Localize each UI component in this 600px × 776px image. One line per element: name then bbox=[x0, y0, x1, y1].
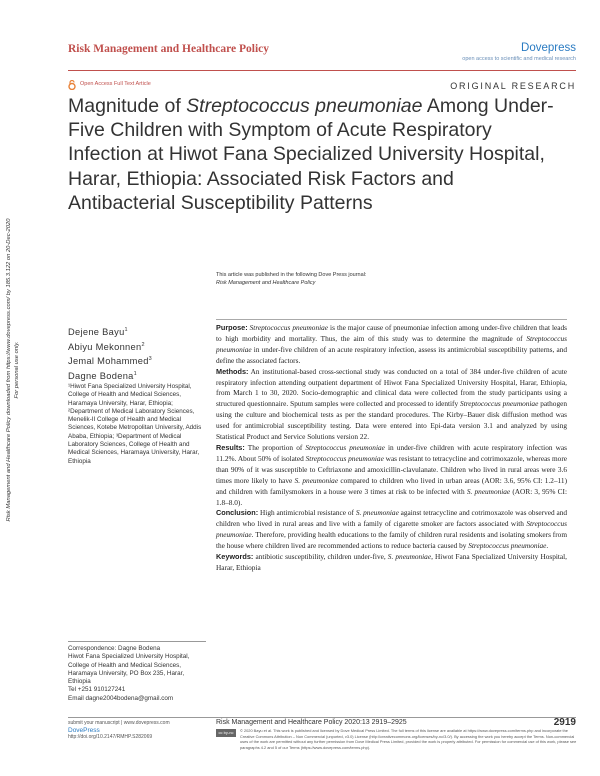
download-sidebar bbox=[2, 138, 24, 603]
author[interactable]: Abiyu Mekonnen$^2$ bbox=[68, 341, 145, 352]
doi-link[interactable]: http://doi.org/10.2147/RMHP.S282069 bbox=[68, 734, 153, 740]
author[interactable]: Dagne Bodena$^1$ bbox=[68, 370, 137, 381]
author[interactable]: Dejene Bayu$^1$ bbox=[68, 327, 128, 338]
abstract bbox=[216, 323, 567, 574]
abstract-results: Results: The proportion of Streptococcus pneumoniae in under-five children with acute respiratory infection was 11.2%. About 50% of isolated Streptococcus pneumoniae was resistant to tetracycline and cotrimoxazole, whereas more than 90% of it was susceptible to Ceftriaxone and amoxicillin-clavulanate. Children who lived in rural areas were 3.6 times more likely to have S. pneumoniae compared to children who lived in urban areas (AOR: 3.6, 95% CI: 1.2–11) and children with familysmokers in a house were 3 times at risk to be infected with S. pneumoniae (AOR: 3, 95% CI: 1.8–8.0). bbox=[216, 442, 567, 507]
submit-link[interactable]: submit your manuscript | www.dovepress.com bbox=[68, 720, 170, 726]
email-link[interactable]: Email dagne2004bodena@gmail.com bbox=[68, 694, 174, 702]
footer-divider bbox=[68, 717, 576, 718]
correspondence-divider bbox=[68, 641, 206, 642]
article-title: Magnitude of Streptococcus pneumoniae Among Under-Five Children with Symptom of Acute Respiratory Infection at Hiwot Fana Specialized University Hospital, Harar, Ethiopia: Associated Risk Factors and Antibacterial Susceptibility Patterns bbox=[68, 95, 554, 214]
author[interactable]: Jemal Mohammed$^3$ bbox=[68, 356, 153, 367]
footer-left bbox=[68, 720, 208, 741]
publisher-logo[interactable]: Dovepress bbox=[521, 42, 576, 54]
page-number: 2919 bbox=[553, 717, 576, 728]
license-text: © 2020 Bayu et al. This work is published and licensed by Dove Medical Press Limited. The full terms of this license are available at https://www.dovepress.com/terms.php and incorporate the Creative Commons Attribution – Non Commercial (unported, v3.0) License (http://creativecommons.org/licenses/by-nc/3.0/). By accessing the work you hereby accept the Terms. Non-commercial uses of the work are permitted without any further permission from Dove Medical Press Limited, provided the work is properly attributed. For permission for commercial use of this work, please see paragraphs 4.2 and 5 of our Terms (https://www.dovepress.com/terms.php). bbox=[240, 728, 577, 750]
author-list bbox=[68, 324, 152, 382]
abstract-conclusion: Conclusion: High antimicrobial resistance of S. pneumoniae against tetracycline and cotrimoxazole was observed and children who lived in rural areas and live with a family of cigarette smoker are factors associated with Streptococcus pneumoniae. Therefore, providing health educations to the family of children rural residents and isolating smokers from the house where children lived are recommended actions to reduce bacteria caused by Streptococcus pneumoniae. bbox=[216, 508, 568, 551]
sidebar-line-1: Risk Management and Healthcare Policy downloaded from https://www.dovepress.com/ by 185.3.122 on 20-Dec-2020 bbox=[6, 218, 12, 522]
dovepress-logo[interactable]: DovePress bbox=[68, 727, 100, 734]
affiliations: ¹Hiwot Fana Specialized University Hospital, College of Health and Medical Sciences, Haramaya University, Harar, Ethiopia; ²Department of Medical Laboratory Sciences, Menelik-II College of Health and Medical Sciences, Kotebe Metropolitan University, Addis Ababa, Ethiopia; ³Department of Medical Laboratory Sciences, College of Health and Medical Sciences, Haramaya University, Harar, Ethiopia bbox=[68, 383, 202, 465]
abstract-methods: Methods: An institutional-based cross-sectional study was conducted on a total of 384 under-five children of acute respiratory infection attending outpatient department of Hiwot Fana Specialized University Hospital, Harar, Ethiopia, from March 1 to 30, 2020. Socio-demographic and clinical data were collected from the study participants using a structured questionnaire. Sputum samples were collected and processed to identify Streptococcus pneumoniae pathogen using the culture and biochemical tests as per the standard procedures. The Kirby–Bauer disk diffusion method was used for antimicrobial susceptibility testing. Data were entered into Epi-data version 3.1 and analyzed by using Statistical Product and Service Solutions version 22. bbox=[216, 366, 567, 442]
footer-journal-ref: Risk Management and Healthcare Policy 2020:13 2919–2925 bbox=[216, 719, 407, 726]
open-access-icon bbox=[68, 80, 76, 90]
header-divider bbox=[68, 70, 576, 71]
article-type: ORIGINAL RESEARCH bbox=[450, 81, 576, 91]
abstract-purpose: Purpose: Streptococcus pneumoniae is the major cause of pneumoniae infection among under-five children that leads to high morbidity and mortality. Thus, the aim of this study was to determine the magnitude of Streptococcus pneumoniae in under-five children of an acute respiratory infection, assess its antimicrobial susceptibility patterns, and define the associated factors. bbox=[216, 323, 567, 365]
publication-note: This article was published in the following Dove Press journal: Risk Management and Healthcare Policy bbox=[216, 272, 367, 286]
abstract-keywords: Keywords: antibiotic susceptibility, children under-five, S. pneumoniae, Hiwot Fana Specialized University Hospital, Harar, Ethiopia bbox=[216, 552, 567, 572]
sidebar-line-2: For personal use only. bbox=[14, 341, 20, 399]
open-access-label: Open Access Full Text Article bbox=[80, 81, 151, 87]
cc-license-icon[interactable]: cc by-nc bbox=[216, 729, 236, 737]
correspondence: Correspondence: Dagne Bodena Hiwot Fana Specialized University Hospital, College of Health and Medical Sciences, Haramaya University, PO Box 235, Harar, Ethiopia Tel +251 910127241 Email dagne2004bodena@gmail.com bbox=[68, 645, 208, 703]
publisher-tagline: open access to scientific and medical research bbox=[462, 56, 576, 62]
journal-name[interactable]: Risk Management and Healthcare Policy bbox=[68, 43, 270, 55]
abstract-divider bbox=[216, 319, 567, 320]
